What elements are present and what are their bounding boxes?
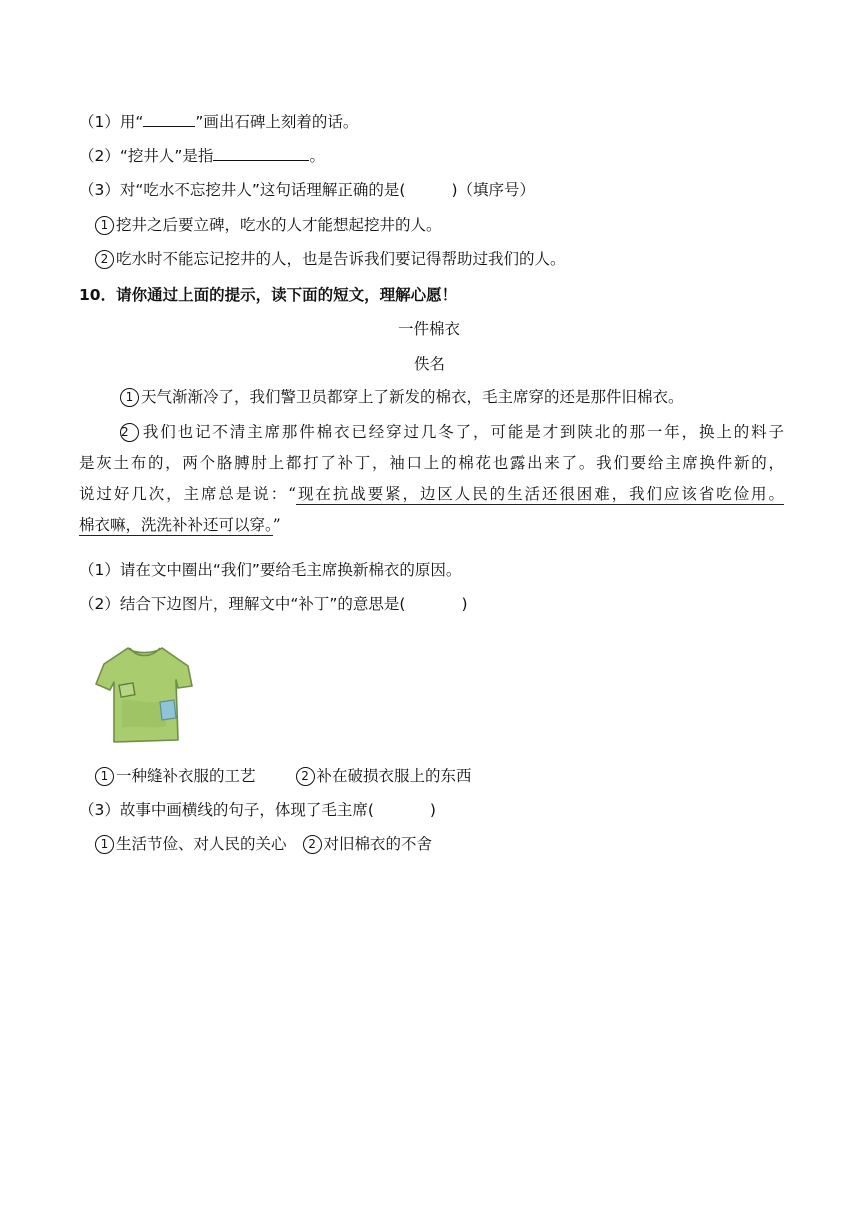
paragraph-text: 天气渐渐冷了，我们警卫员都穿上了新发的棉衣，毛主席穿的还是那件旧棉衣。 [141,388,684,406]
q10-heading: 10．请你通过上面的提示，读下面的短文，理解心愿！ [79,286,458,304]
q10-sub3 [79,799,436,821]
q9-sub3-suffix: )（填序号） [451,181,536,199]
q10-sub2 [79,593,468,615]
passage-author: 佚名 [414,355,446,373]
passage-title: 一件棉衣 [398,320,461,338]
circled-number: 2 [95,250,114,269]
circled-number: 1 [95,767,114,786]
option-text: 挖井之后要立碑，吃水的人才能想起挖井的人。 [116,216,442,234]
q10-sub2-prefix: （2）结合下边图片，理解文中“补丁”的意思是( [79,595,406,613]
paragraph-text: ” [272,516,281,534]
passage-paragraph-2 [79,417,784,541]
circled-number: 2 [296,767,315,786]
underlined-sentence: 现在抗战要紧，边区人民的生活还很困难，我们应该省吃俭用。 [296,485,784,503]
q9-sub3 [79,179,535,201]
option-1 [95,835,287,853]
q9-sub2-suffix: 。 [309,147,325,165]
paragraph-line [79,510,784,541]
circled-number: 1 [95,216,114,235]
passage-paragraph-1 [120,386,684,408]
paragraph-line: 是灰土布的，两个胳膊肘上都打了补丁，袖口上的棉花也露出来了。我们要给主席换件新的， [79,454,784,472]
circled-number: 2 [303,835,322,854]
option-2 [296,767,472,785]
q10-sub2-options [95,765,472,787]
q10-sub1: （1）请在文中圈出“我们”要给毛主席换新棉衣的原因。 [79,561,462,579]
option-text: 对旧棉衣的不舍 [323,835,433,853]
circled-number: 1 [120,388,139,407]
q10-sub2-suffix: ) [461,595,468,613]
paragraph-line [79,417,784,448]
option-text: 生活节俭、对人民的关心 [116,835,287,853]
shirt-shading [122,700,166,728]
q9-sub1-suffix: ”画出石碑上刻着的话。 [195,113,359,131]
option-text: 补在破损衣服上的东西 [316,767,472,785]
q9-option-2 [95,248,566,270]
paragraph-text: 我们也记不清主席那件棉衣已经穿过几冬了，可能是才到陕北的那一年，换上的料子 [141,423,784,441]
q10-sub3-options [95,833,432,855]
q9-option-1 [95,214,442,236]
circled-number: 1 [95,835,114,854]
option-1 [95,767,256,785]
q9-sub2 [79,145,325,167]
option-2 [303,835,433,853]
left-patch [119,683,135,697]
option-text: 一种缝补衣服的工艺 [116,767,256,785]
paragraph-line [79,479,784,510]
answer-blank[interactable] [213,145,309,161]
q10-sub3-prefix: （3）故事中画横线的句子，体现了毛主席( [79,801,374,819]
shirt-body [96,648,192,742]
q9-sub3-prefix: （3）对“吃水不忘挖井人”这句话理解正确的是( [79,181,406,199]
q9-sub1 [79,111,358,133]
q9-sub1-prefix: （1）用“ [79,113,144,131]
q10-sub3-suffix: ) [429,801,436,819]
patched-shirt-illustration [92,640,198,746]
right-patch [160,700,176,720]
option-text: 吃水时不能忘记挖井的人，也是告诉我们要记得帮助过我们的人。 [116,250,566,268]
underlined-sentence: 棉衣嘛，洗洗补补还可以穿。 [79,516,273,534]
q9-sub2-prefix: （2）“挖井人”是指 [79,147,214,165]
paragraph-text: 说过好几次，主席总是说：“ [79,485,297,503]
answer-blank[interactable] [143,111,195,127]
circled-number: 2 [120,423,139,442]
